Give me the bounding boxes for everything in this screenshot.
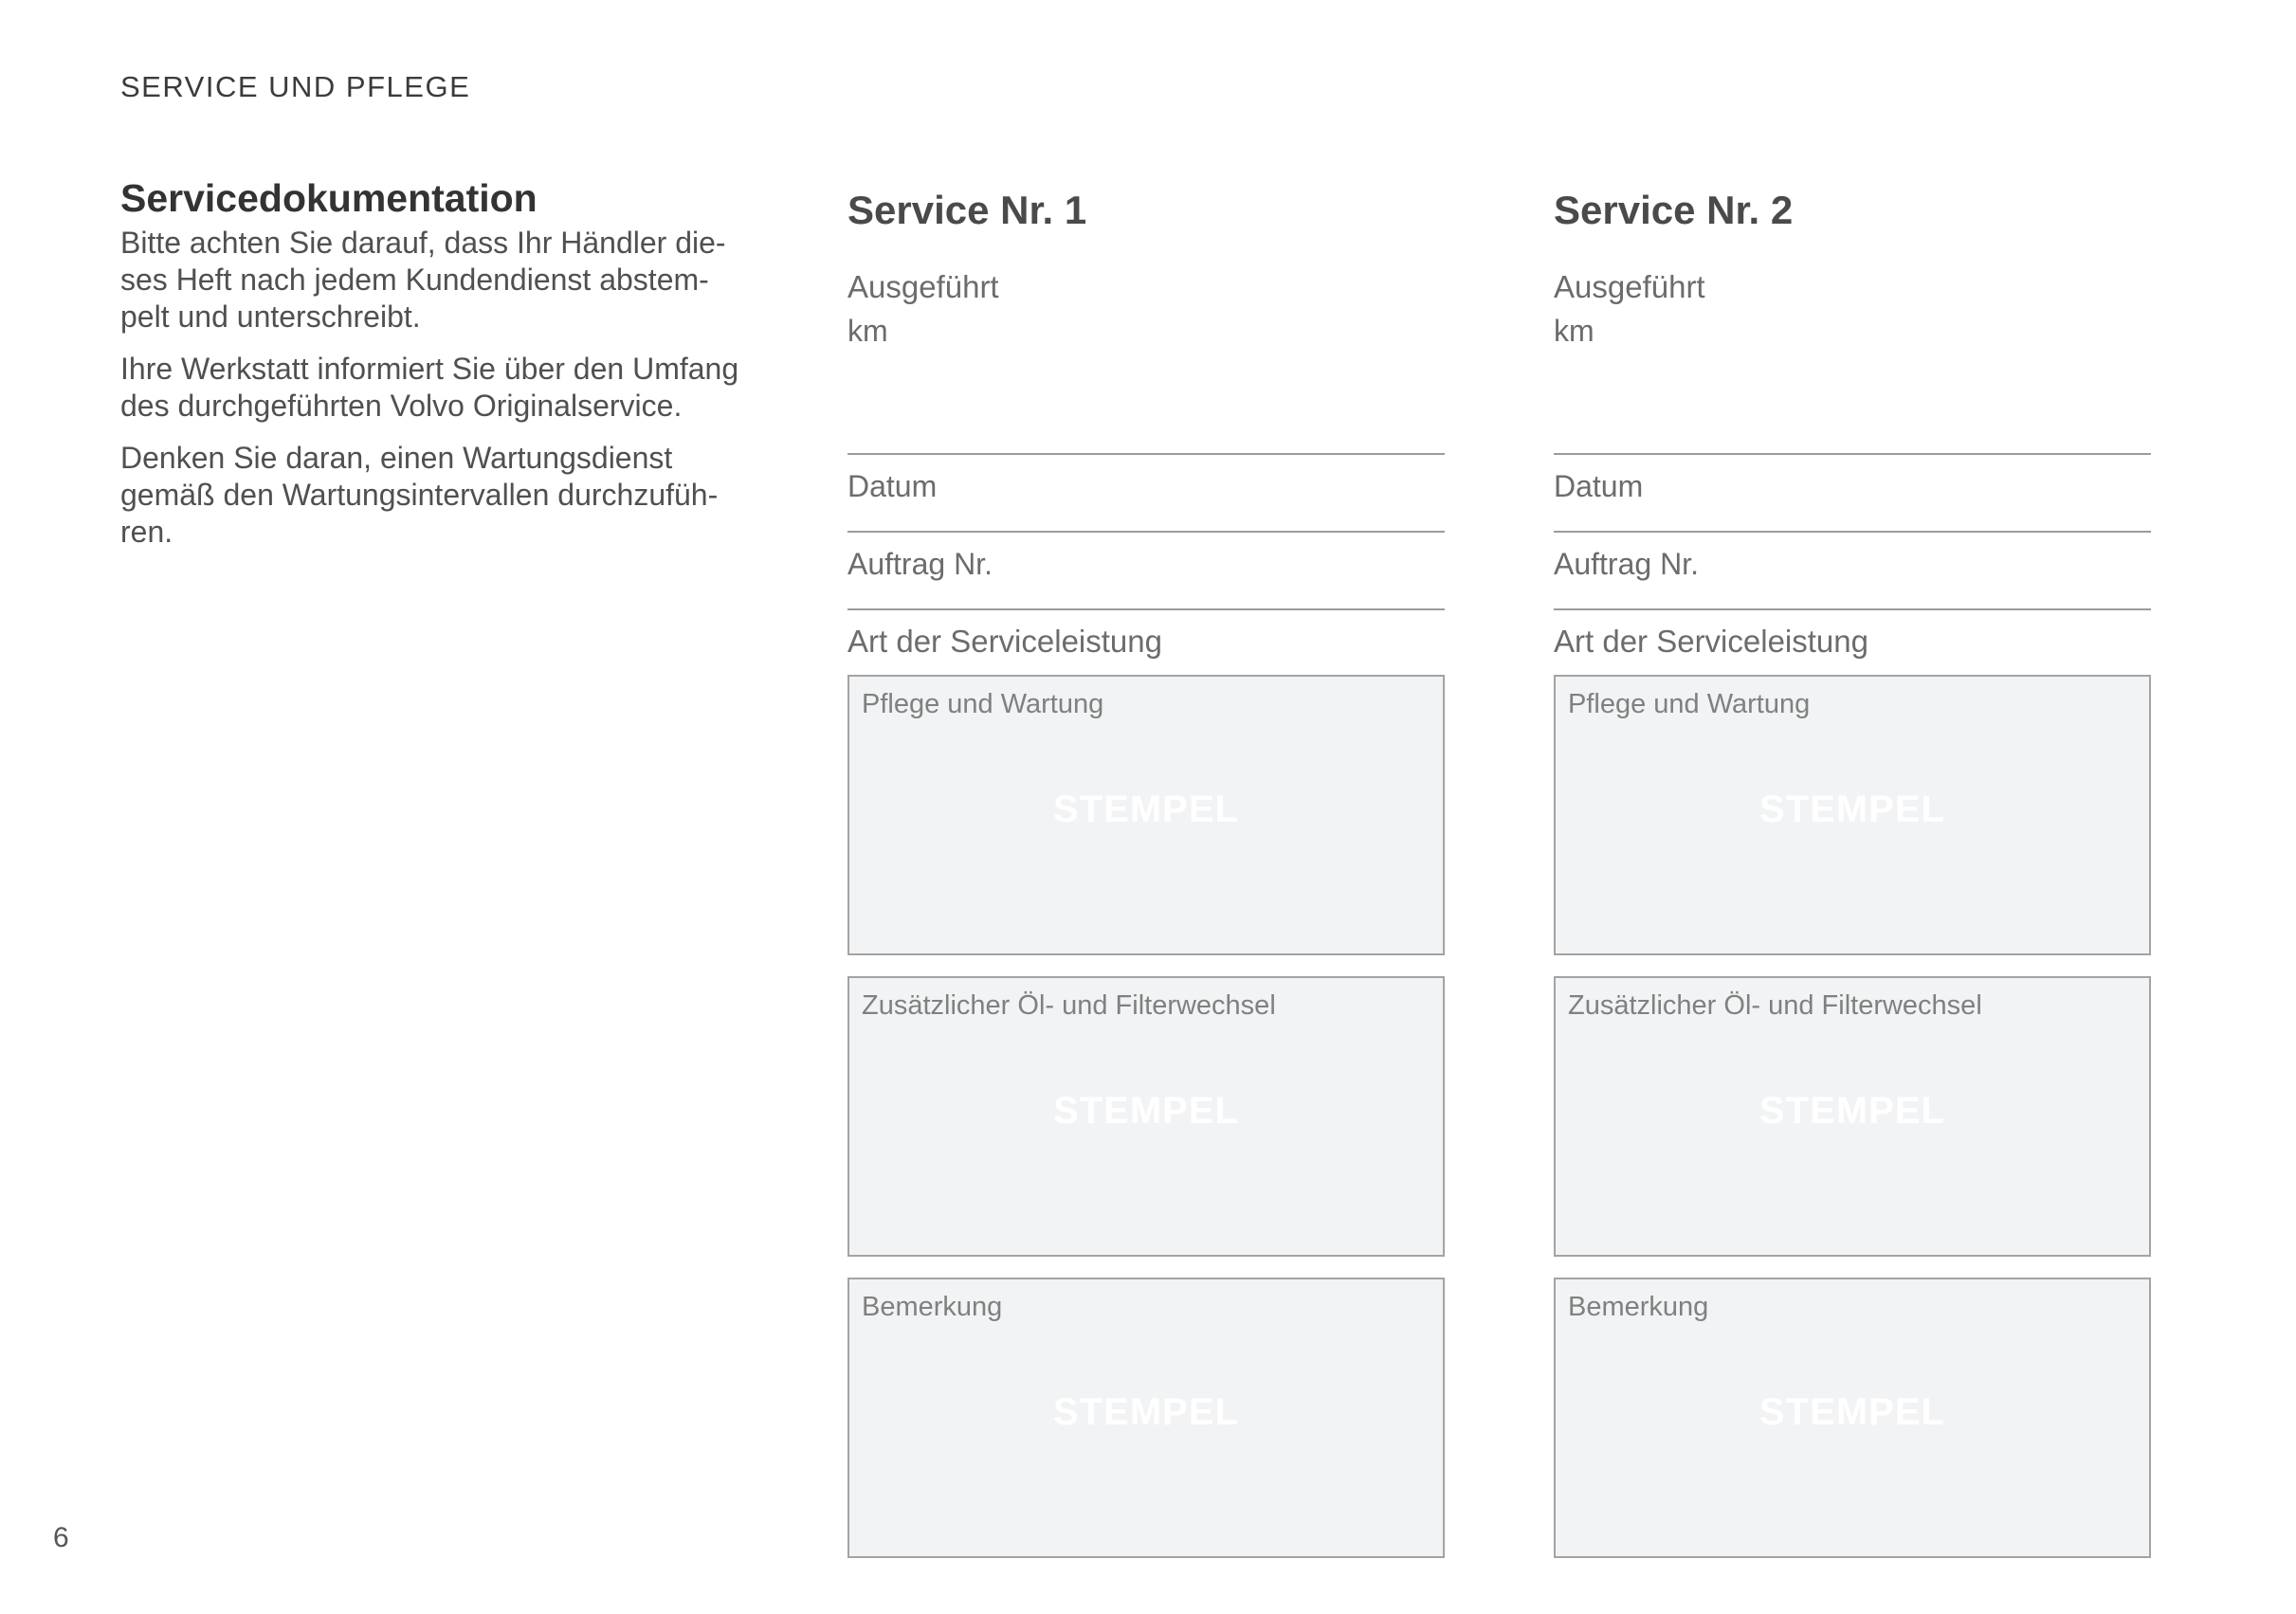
text-line: des durchgeführten Volvo Originalservice. xyxy=(120,389,683,424)
service-type-label: Art der Serviceleistung xyxy=(1554,624,1868,659)
stamp-box-title: Zusätzlicher Öl- und Filterwechsel xyxy=(1568,990,1982,1021)
stamp-watermark: STEMPEL xyxy=(1759,1391,1945,1433)
stamp-watermark: STEMPEL xyxy=(1053,789,1239,830)
date-label: Datum xyxy=(847,469,938,503)
stamp-box-oil-filter-change[interactable] xyxy=(847,976,1445,1257)
section-header: SERVICE UND PFLEGE xyxy=(120,70,471,103)
text-line: ses Heft nach jedem Kundendienst abstem- xyxy=(120,263,709,298)
intro-paragraph-1 xyxy=(120,225,774,335)
text-line: pelt und unterschreibt. xyxy=(120,299,421,335)
stamp-box-title: Bemerkung xyxy=(1568,1292,1709,1322)
performed-label: Ausgeführt xyxy=(1554,269,1705,304)
order-number-label: Auftrag Nr. xyxy=(847,547,993,581)
stamp-watermark: STEMPEL xyxy=(1053,1391,1239,1433)
stamp-box-title: Bemerkung xyxy=(862,1292,1003,1322)
order-number-field[interactable] xyxy=(847,533,1445,610)
stamp-box-oil-filter-change[interactable] xyxy=(1554,976,2151,1257)
order-number-field[interactable] xyxy=(1554,533,2151,610)
date-field[interactable] xyxy=(847,455,1445,533)
stamp-watermark: STEMPEL xyxy=(1759,1090,1945,1132)
date-field[interactable] xyxy=(1554,455,2151,533)
text-line: Denken Sie daran, einen Wartungsdienst xyxy=(120,441,673,476)
performed-km-field[interactable] xyxy=(1554,265,2151,455)
date-label: Datum xyxy=(1554,469,1644,503)
intro-paragraph-3 xyxy=(120,440,774,551)
text-line: Bitte achten Sie darauf, dass Ihr Händler die- xyxy=(120,226,726,261)
stamp-watermark: STEMPEL xyxy=(1053,1090,1239,1132)
text-line: Ihre Werkstatt informiert Sie über den Umfang xyxy=(120,352,739,387)
stamp-box-title: Pflege und Wartung xyxy=(862,689,1104,719)
stamp-box-remark[interactable] xyxy=(1554,1278,2151,1558)
text-line: gemäß den Wartungsintervallen durchzufüh- xyxy=(120,478,719,513)
intro-section xyxy=(120,174,774,566)
stamp-box-care-maintenance[interactable] xyxy=(847,675,1445,955)
stamp-watermark: STEMPEL xyxy=(1759,789,1945,830)
service-column-1 xyxy=(847,186,1445,1579)
km-label: km xyxy=(847,314,888,348)
intro-paragraph-2 xyxy=(120,351,774,425)
text-line: ren. xyxy=(120,515,173,550)
service-column-2 xyxy=(1554,186,2151,1579)
stamp-box-remark[interactable] xyxy=(847,1278,1445,1558)
service-title: Service Nr. 1 xyxy=(847,188,1087,232)
performed-km-field[interactable] xyxy=(847,265,1445,455)
service-title: Service Nr. 2 xyxy=(1554,188,1794,232)
order-number-label: Auftrag Nr. xyxy=(1554,547,1699,581)
page-number: 6 xyxy=(53,1522,69,1553)
stamp-box-title: Zusätzlicher Öl- und Filterwechsel xyxy=(862,990,1276,1021)
stamp-box-care-maintenance[interactable] xyxy=(1554,675,2151,955)
performed-label: Ausgeführt xyxy=(847,269,999,304)
intro-title: Servicedokumentation xyxy=(120,176,538,220)
service-type-label: Art der Serviceleistung xyxy=(847,624,1162,659)
stamp-box-title: Pflege und Wartung xyxy=(1568,689,1811,719)
km-label: km xyxy=(1554,314,1594,348)
